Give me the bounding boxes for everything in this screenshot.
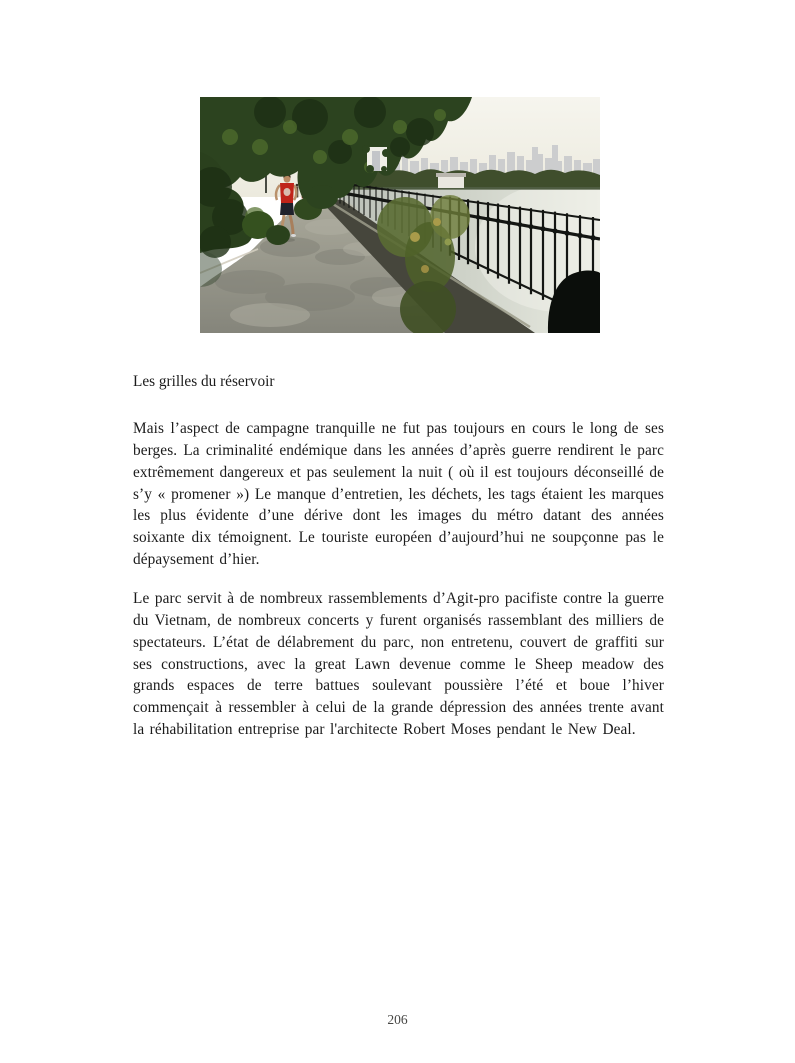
figure-caption: Les grilles du réservoir: [133, 373, 275, 390]
reservoir-photo: [200, 97, 600, 333]
body-paragraph-2: Le parc servit à de nombreux rassemblements d’Agit-pro pacifiste contre la guerre du Vietnam, de nombreux concerts y furent organisés rassemblant des milliers de spectateurs. L’état de délabrement du parc, non entretenu, couvert de graffiti sur ses constructions, avec la great Lawn devenue comme le Sheep meadow des grands espaces de terre battues soulevant poussière l’été et boue l’hiver commençait à ressembler à celui de la grande dépression des années trente avant la réhabilitation entreprise par l'architecte Robert Moses pendant le New Deal.: [133, 590, 664, 739]
page-number: 206: [387, 1012, 408, 1027]
photo-gatehouse: [436, 173, 466, 188]
body-paragraph-1: Mais l’aspect de campagne tranquille ne fut pas toujours en cours le long de ses berges. La criminalité endémique dans les années d’après guerre rendirent le parc extrêmement dangereux et pas seulement la nuit ( où il est toujours déconseillé de s’y « promener ») Le manque d’entretien, les déchets, les tags étaient les marques les plus évidente d’une dérive dont les images du métro datant des années soixante dix témoignent. Le touriste européen d’aujourd’hui ne soupçonne pas le dépaysement d’hier.: [133, 420, 664, 569]
